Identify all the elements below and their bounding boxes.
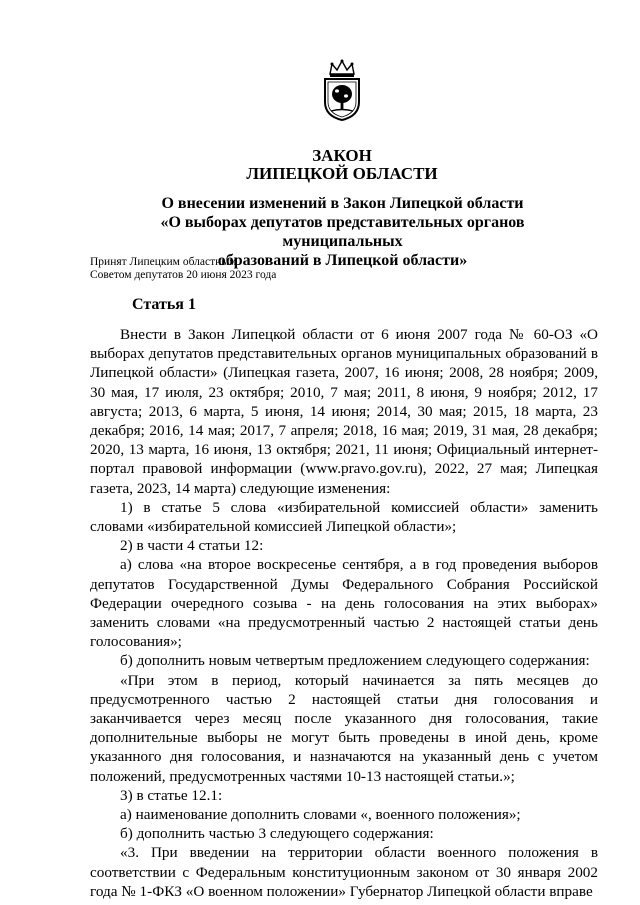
adoption-line: Принят Липецким областным <box>90 256 237 268</box>
subtitle-line: образований в Липецкой области» <box>217 252 468 269</box>
paragraph: б) дополнить частью 3 следующего содержания: <box>120 825 434 843</box>
paragraph: а) слова «на второе воскресенье сентября, а в год проведения выборов депутатов Государственной Думы Федерального Собрания Российской Федерации очередного созыва - на день голосования на этих выборах» заменить словами «на предусмотренный частью 2 настоящей статьи день голосования»; <box>90 556 598 651</box>
article-heading: Статья 1 <box>132 296 196 313</box>
paragraph: а) наименование дополнить словами «, военного положения»; <box>120 806 521 824</box>
adoption-note <box>90 256 276 282</box>
paragraph: 2) в части 4 статьи 12: <box>120 537 264 555</box>
paragraph: Внести в Закон Липецкой области от 6 июня 2007 года № 60-ОЗ «О выборах депутатов представительных органов муниципальных образований в Липецкой области» (Липецкая газета, 2007, 16 июня; 2008, 28 ноября; 2009, 30 мая, 17 июля, 23 октября; 2010, 7 мая; 2011, 8 июня, 9 ноября; 2012, 17 августа; 2013, 6 марта, 5 июня, 14 июня; 2014, 30 мая; 2015, 18 марта, 23 декабря; 2016, 14 мая; 2017, 7 апреля; 2018, 16 мая; 2019, 31 мая, 28 декабря; 2020, 13 марта, 16 июня, 13 октября; 2021, 11 июня; Официальный интернет-портал правовой информации (www.pravo.gov.ru), 2022, 27 мая; Липецкая газета, 2023, 14 марта) следующие изменения: <box>90 326 598 497</box>
law-region: ЛИПЕЦКОЙ ОБЛАСТИ <box>246 164 438 183</box>
paragraph: 1) в статье 5 слова «избирательной комиссией области» заменить словами «избирательной комиссией Липецкой области»; <box>90 498 598 536</box>
paragraph: б) дополнить новым четвертым предложением следующего содержания: <box>120 652 590 670</box>
coat-of-arms-icon <box>318 58 366 122</box>
law-title: ЗАКОН <box>312 146 372 165</box>
article-body <box>90 325 598 901</box>
paragraph: «При этом в период, который начинается за пять месяцев до предусмотренного частью 2 настоящей статьи дня голосования и заканчивается через месяц после указанного дня голосования, такие дополнительные выборы не могут быть проведены в иной день, кроме указанного дня голосования, и назначаются на указанный день с учетом положений, предусмотренных частями 10-13 настоящей статьи.»; <box>90 671 598 785</box>
subtitle-line: «О выборах депутатов представительных органов муниципальных <box>160 214 525 250</box>
adoption-line: Советом депутатов 20 июня 2023 года <box>90 269 277 281</box>
subtitle-line: О внесении изменений в Закон Липецкой области <box>161 195 524 212</box>
paragraph: 3) в статье 12.1: <box>120 786 223 804</box>
paragraph: «3. При введении на территории области военного положения в соответствии с Федеральным конституционным законом от 30 января 2002 года № 1-ФКЗ «О военном положении» Губернатор Липецкой области вправе <box>90 844 598 900</box>
